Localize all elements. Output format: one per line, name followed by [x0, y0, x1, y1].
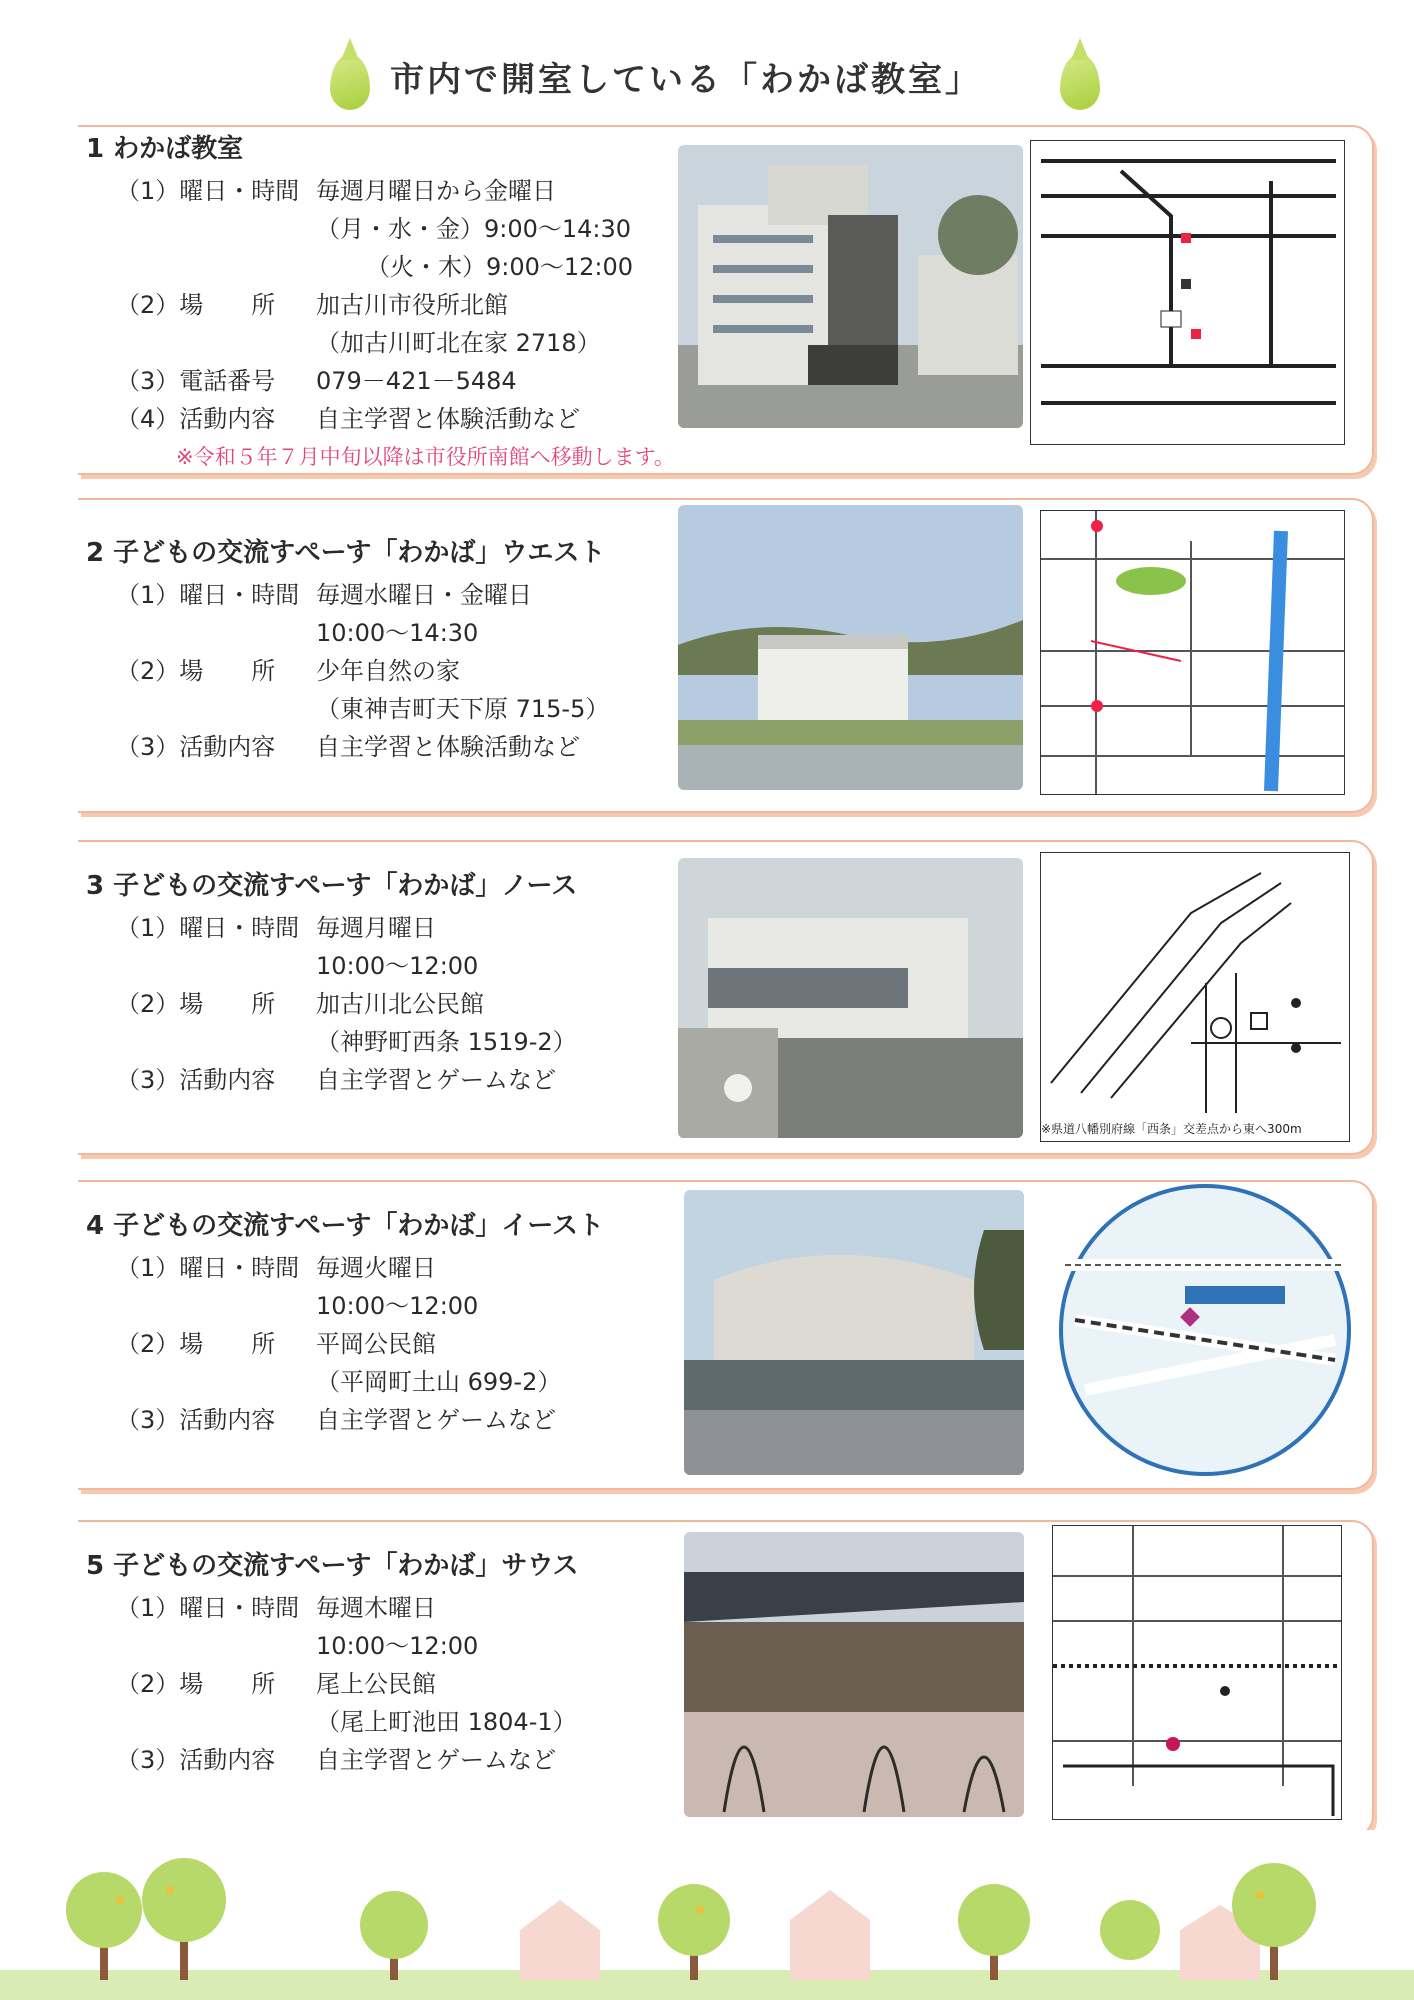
row-key: （2）場 所	[116, 1670, 276, 1698]
row-key	[86, 690, 316, 728]
section-heading: 3 子どもの交流すぺーす「わかば」ノース	[86, 871, 578, 901]
row-value: 加古川北公民館	[316, 990, 484, 1018]
row-value: 毎週月曜日	[316, 914, 436, 942]
row-key	[86, 1023, 316, 1061]
row-value: 平岡公民館	[316, 1330, 436, 1358]
map-5	[1052, 1525, 1342, 1820]
row-value: 自主学習と体験活動など	[316, 733, 580, 761]
page-header	[0, 40, 1414, 120]
leaf-drop-icon	[1060, 54, 1100, 110]
row-value: （月・水・金）9:00～14:30	[316, 215, 632, 243]
row-key	[86, 210, 316, 248]
map-note: ※県道八幡別府線「西条」交差点から東へ300m	[1041, 1122, 1302, 1136]
row-value: 自主学習とゲームなど	[316, 1066, 556, 1094]
row-key: （3）電話番号	[116, 367, 276, 395]
section-heading: 1 わかば教室	[86, 134, 244, 164]
row-key: （3）活動内容	[116, 1746, 276, 1774]
section-heading: 4 子どもの交流すぺーす「わかば」イースト	[86, 1211, 605, 1241]
row-key: （2）場 所	[116, 1330, 276, 1358]
map-4	[1055, 1180, 1355, 1480]
map-1	[1030, 140, 1345, 445]
row-value: 毎週火曜日	[316, 1254, 436, 1282]
row-key: （3）活動内容	[116, 733, 276, 761]
trees-footer-illustration	[0, 1830, 1414, 2000]
row-value: 加古川市役所北館	[316, 291, 508, 319]
row-value: 少年自然の家	[316, 657, 460, 685]
north-hall-photo	[678, 858, 1023, 1138]
row-value: 自主学習とゲームなど	[316, 1746, 556, 1774]
section-4	[86, 1207, 686, 1439]
row-key	[86, 1703, 316, 1741]
row-value: 尾上公民館	[316, 1670, 436, 1698]
map-2	[1040, 510, 1345, 795]
row-value: 079－421－5484	[316, 367, 517, 395]
row-key	[86, 1627, 316, 1665]
row-value: （平岡町土山 699-2）	[316, 1368, 562, 1396]
row-key: （1）曜日・時間	[116, 914, 300, 942]
row-value: 自主学習と体験活動など	[316, 405, 580, 433]
row-key	[86, 324, 316, 362]
row-key: （1）曜日・時間	[116, 1594, 300, 1622]
leaf-drop-icon	[330, 54, 370, 110]
row-key: （2）場 所	[116, 657, 276, 685]
row-value: 毎週水曜日・金曜日	[316, 581, 532, 609]
row-value: （東神吉町天下原 715-5）	[316, 695, 610, 723]
row-value: 10:00～12:00	[316, 1632, 479, 1660]
row-key: （4）活動内容	[116, 405, 276, 433]
section-2	[86, 534, 686, 766]
row-key	[86, 614, 316, 652]
section-heading: 2 子どもの交流すぺーす「わかば」ウエスト	[86, 538, 606, 568]
row-key: （1）曜日・時間	[116, 1254, 300, 1282]
row-key: （3）活動内容	[116, 1406, 276, 1434]
row-value: 毎週木曜日	[316, 1594, 436, 1622]
page-title: 市内で開室している「わかば教室」	[390, 60, 982, 100]
row-value: 自主学習とゲームなど	[316, 1406, 556, 1434]
relocation-note: ※令和５年７月中旬以降は市役所南館へ移動します。	[176, 445, 675, 469]
onoe-hall-photo	[684, 1532, 1024, 1817]
row-value: 10:00～12:00	[316, 952, 479, 980]
row-value: 10:00～12:00	[316, 1292, 479, 1320]
section-5	[86, 1547, 686, 1779]
map-3	[1040, 852, 1350, 1142]
row-key: （2）場 所	[116, 291, 276, 319]
section-3	[86, 867, 686, 1099]
row-value: （神野町西条 1519-2）	[316, 1028, 577, 1056]
section-heading: 5 子どもの交流すぺーす「わかば」サウス	[86, 1551, 579, 1581]
row-value: 10:00～14:30	[316, 619, 479, 647]
row-value: （尾上町池田 1804-1）	[316, 1708, 577, 1736]
row-key: （1）曜日・時間	[116, 581, 300, 609]
row-value: （火・木）9:00～12:00	[366, 253, 634, 281]
row-key	[86, 1287, 316, 1325]
row-key: （1）曜日・時間	[116, 177, 300, 205]
row-key	[86, 248, 316, 286]
row-value: 毎週月曜日から金曜日	[316, 177, 556, 205]
hiraoka-hall-photo	[684, 1190, 1024, 1475]
row-key: （2）場 所	[116, 990, 276, 1018]
city-hall-photo	[678, 145, 1023, 428]
row-value: （加古川町北在家 2718）	[316, 329, 601, 357]
row-key	[86, 947, 316, 985]
nature-house-photo	[678, 505, 1023, 790]
section-1	[86, 130, 686, 476]
row-key: （3）活動内容	[116, 1066, 276, 1094]
row-key	[86, 1363, 316, 1401]
